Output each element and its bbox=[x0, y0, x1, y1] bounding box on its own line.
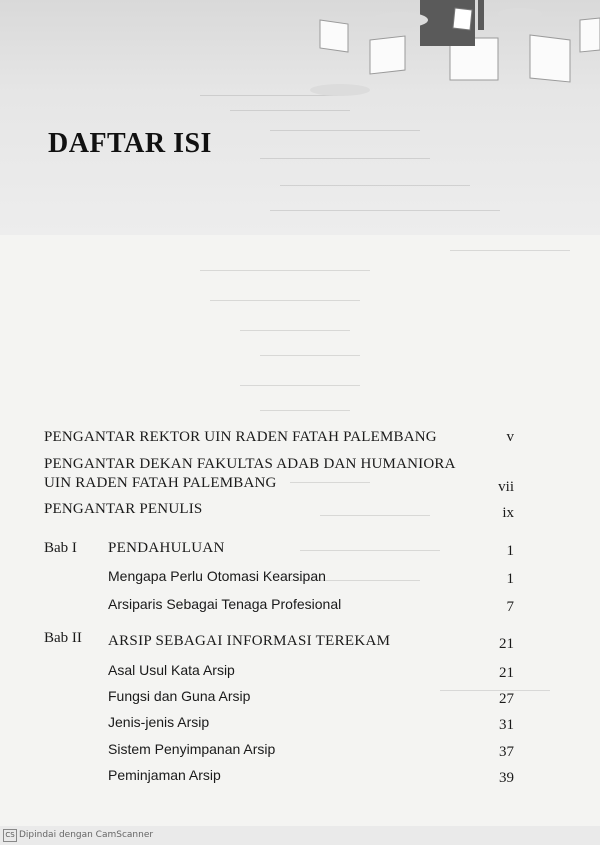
chapter-title: ARSIP SEBAGAI INFORMASI TEREKAM bbox=[108, 633, 391, 649]
section-page: 39 bbox=[499, 770, 514, 786]
toc-entry-page: ix bbox=[502, 505, 514, 521]
section-page: 27 bbox=[499, 691, 514, 707]
scanner-watermark-text: Dipindai dengan CamScanner bbox=[19, 830, 154, 840]
section-page: 21 bbox=[499, 665, 514, 681]
section-page: 1 bbox=[506, 571, 514, 587]
monitors-illustration bbox=[300, 0, 600, 110]
section-page: 37 bbox=[499, 744, 514, 760]
chapter-label: Bab II bbox=[44, 630, 82, 646]
toc-entry-page: v bbox=[506, 429, 514, 445]
toc-entry-title: PENGANTAR PENULIS bbox=[44, 501, 203, 517]
camscanner-logo-icon: CS bbox=[3, 829, 17, 842]
page-title: DAFTAR ISI bbox=[48, 128, 212, 159]
section-title: Mengapa Perlu Otomasi Kearsipan bbox=[108, 568, 326, 584]
section-page: 7 bbox=[506, 599, 514, 615]
toc-entry-title-line2: UIN RADEN FATAH PALEMBANG bbox=[44, 475, 277, 491]
toc-entry-title: PENGANTAR REKTOR UIN RADEN FATAH PALEMBANG bbox=[44, 429, 437, 445]
section-page: 31 bbox=[499, 717, 514, 733]
chapter-page: 21 bbox=[499, 636, 514, 652]
section-title: Peminjaman Arsip bbox=[108, 767, 221, 783]
chapter-page: 1 bbox=[506, 543, 514, 559]
section-title: Asal Usul Kata Arsip bbox=[108, 662, 235, 678]
section-title: Jenis-jenis Arsip bbox=[108, 714, 210, 730]
chapter-label: Bab I bbox=[44, 540, 77, 556]
scanner-footer bbox=[0, 826, 600, 845]
toc-entry-page: vii bbox=[498, 479, 514, 495]
section-title: Arsiparis Sebagai Tenaga Profesional bbox=[108, 596, 342, 612]
toc-entry-title: PENGANTAR DEKAN FAKULTAS ADAB DAN HUMANIORA bbox=[44, 456, 456, 472]
chapter-title: PENDAHULUAN bbox=[108, 540, 225, 556]
section-title: Fungsi dan Guna Arsip bbox=[108, 688, 251, 704]
section-title: Sistem Penyimpanan Arsip bbox=[108, 741, 276, 757]
